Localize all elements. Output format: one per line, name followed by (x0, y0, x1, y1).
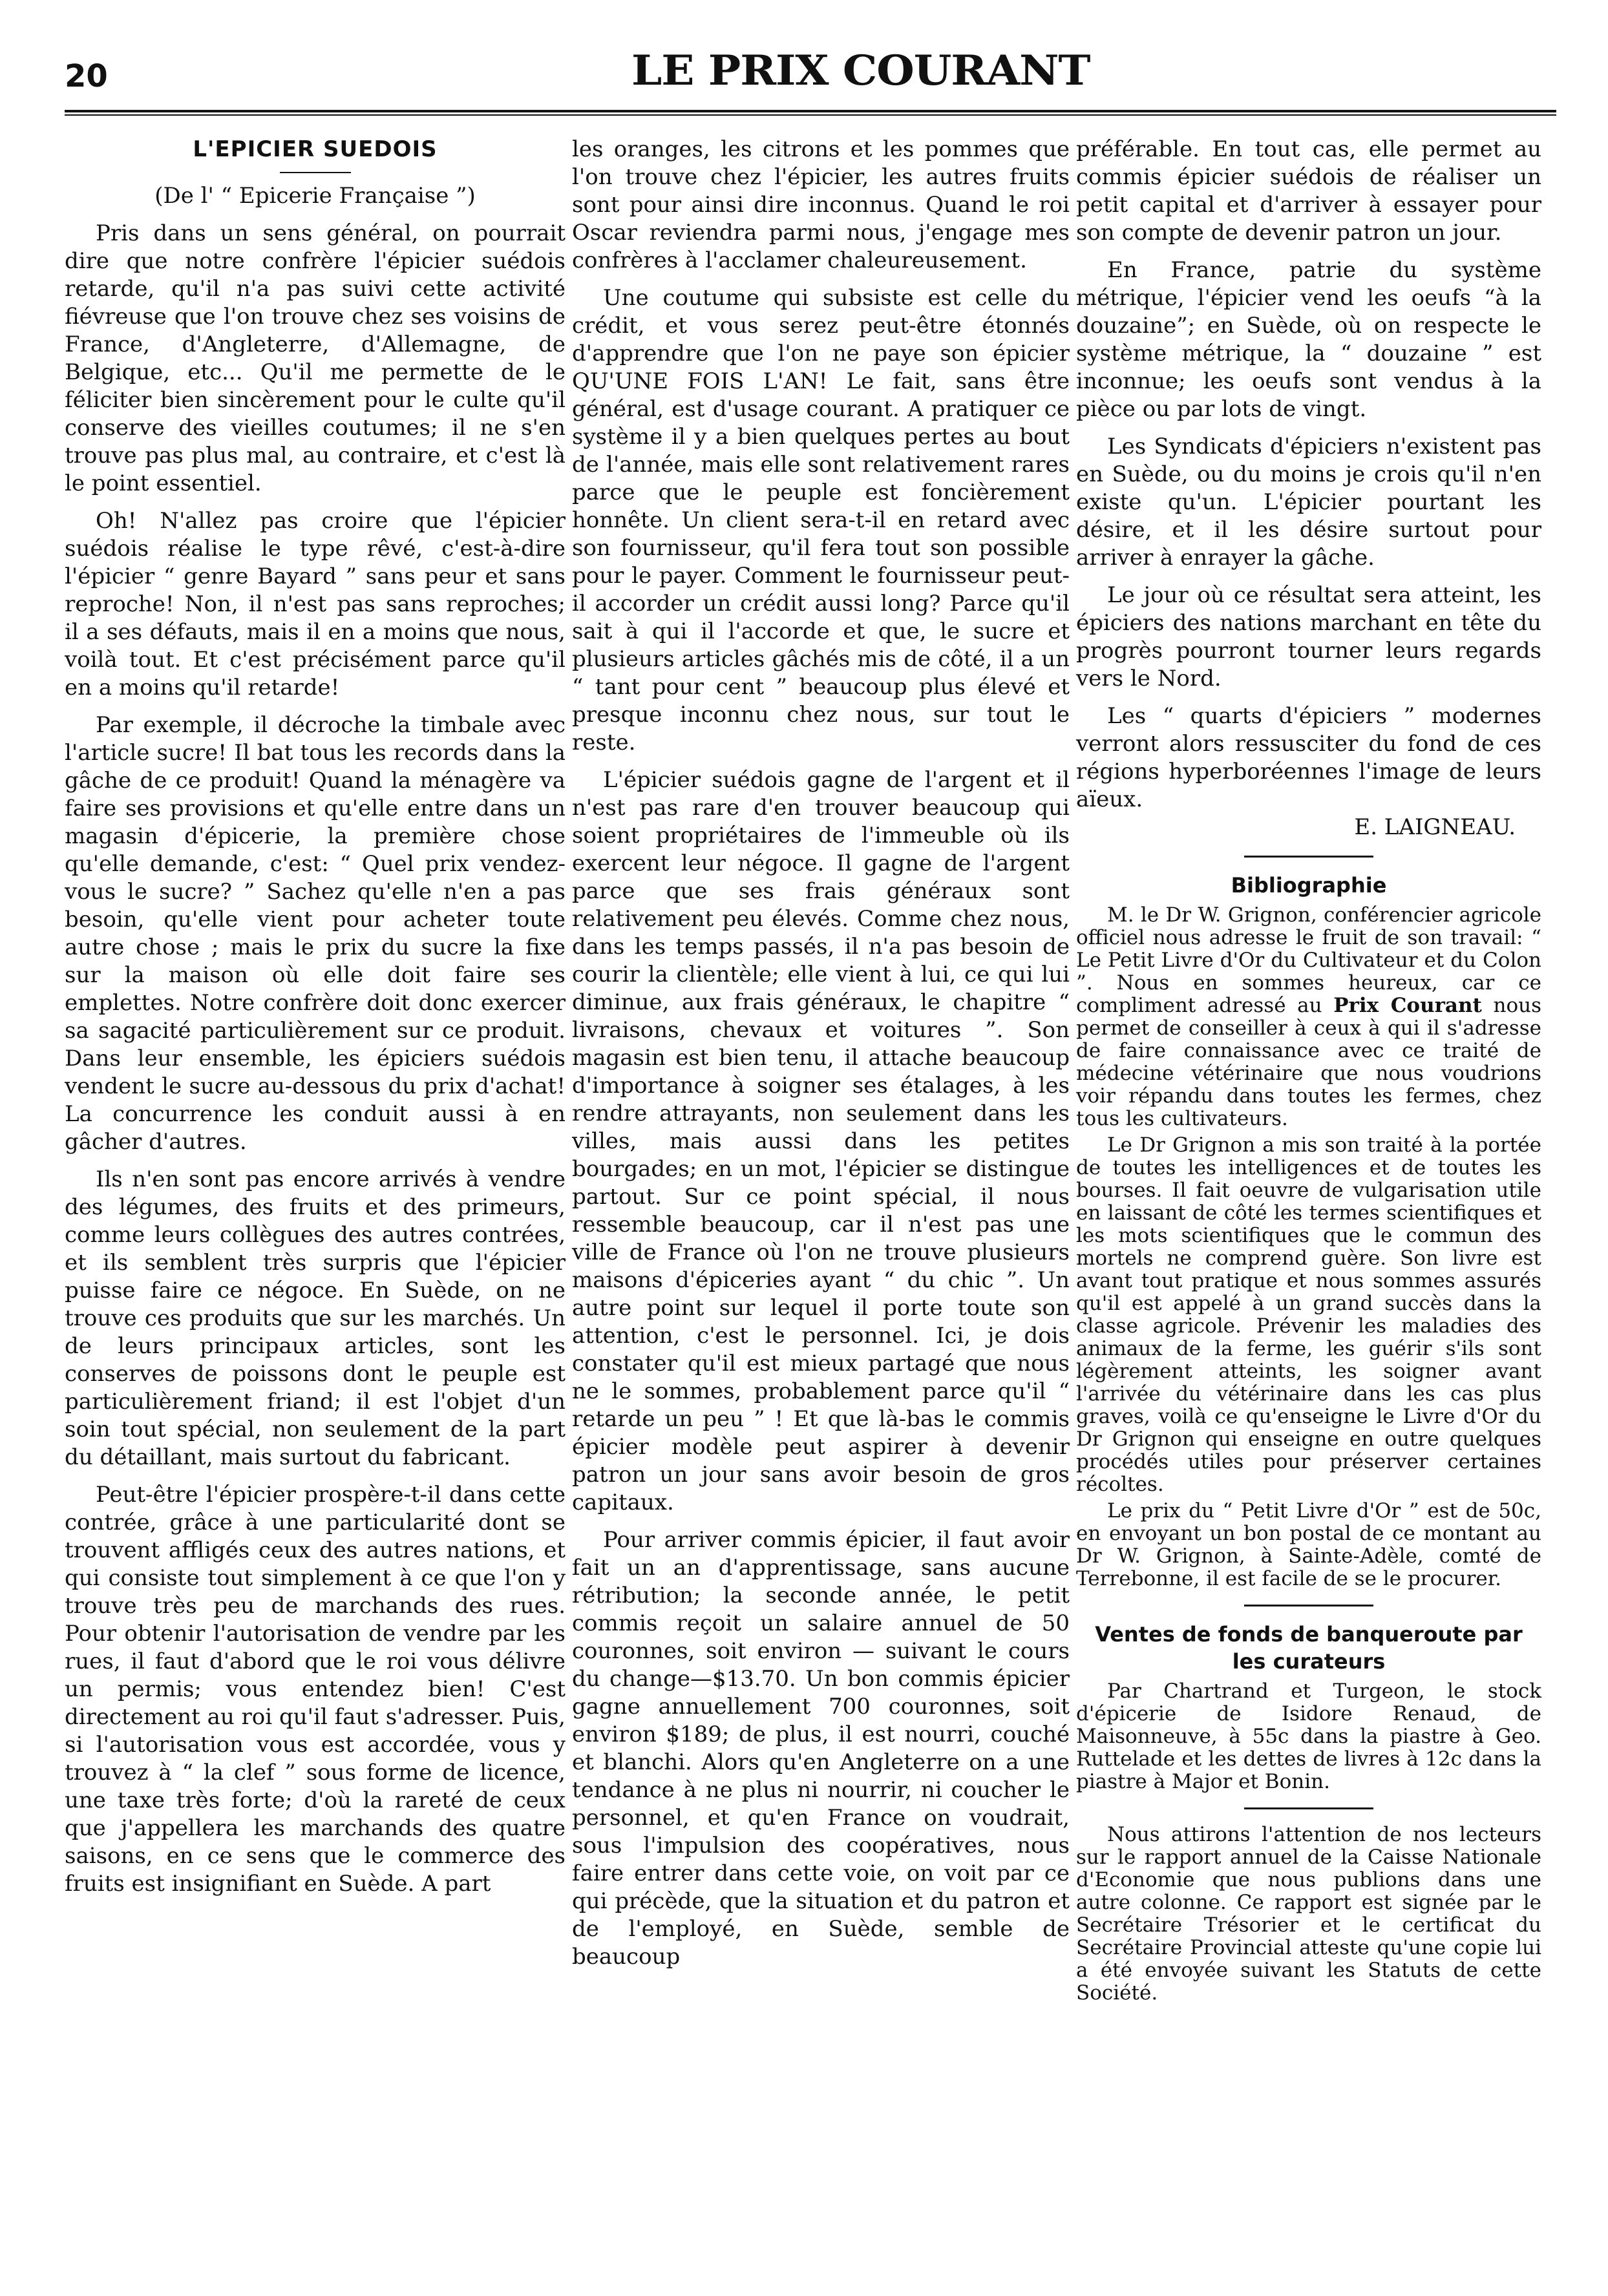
article-paragraph: En France, patrie du système métrique, l'épicier vend les oeufs “à la douzaine”; en Suède, où on respecte le système métrique, la “ douzaine ” est inconnue; les oeufs sont vendus à la pièce ou par lots de vingt. (1076, 257, 1541, 422)
article-paragraph: Une coutume qui subsiste est celle du crédit, et vous serez peut-être étonnés d'apprendre que l'on ne paye son épicier QU'UNE FOIS L'AN! Le fait, sans être général, est d'usage courant. A pratiquer ce système il y a bien quelques pertes au bout de l'année, mais elle sont relativement rares parce que le peuple est foncièrement honnête. Un client sera-t-il en retard avec son fournisseur, qu'il fera tout son possible pour le payer. Comment le fournisseur peut-il accorder un crédit aussi long? Parce qu'il sait à qui il l'accorde et que, le sucre et plusieurs articles gâchés mis de côté, il a un “ tant pour cent ” beaucoup plus élevé et presque inconnu chez nous, sur tout le reste. (572, 285, 1070, 755)
section-divider (1244, 1605, 1373, 1606)
notice-paragraph: Nous attirons l'attention de nos lecteurs sur le rapport annuel de la Caisse Nationale d'Economie que nous publions dans une autre colonne. Ce rapport est signée par le Secrétaire Trésorier et le certificat du Secrétaire Provincial atteste qu'une copie lui a été envoyée suivant les Statuts de cette Société. (1076, 1823, 1541, 2005)
column-3 (1076, 136, 1541, 2268)
ventes-body (1076, 1680, 1541, 1793)
article-paragraph: Pris dans un sens général, on pourrait dire que notre confrère l'épicier suédois retarde, qu'il n'a pas suivi cette activité fiévreuse que l'on trouve chez ses voisins de France, d'Angleterre, d'Allemagne, de Belgique, etc... Qu'il me permette de le féliciter bien sincèrement pour le culte qu'il conserve des vieilles coutumes; il ne s'en trouve pas plus mal, au contraire, et c'est là le point essentiel. (65, 220, 566, 496)
bibliography-bold-text: Prix Courant (1333, 994, 1482, 1017)
article-source: (De l' “ Epicerie Française ”) (154, 183, 476, 209)
bibliography-paragraph: Le Dr Grignon a mis son traité à la portée de toutes les intelligences et de toutes les bourses. Il fait oeuvre de vulgarisation utile en laissant de côté les termes scientifiques et les mots scientifiques que le commun des mortels ne comprend guère. Son livre est avant tout pratique et nous sommes assurés qu'il est appelé à un grand succès dans la classe agricole. Prévenir les maladies des animaux de la ferme, les guérir s'ils sont légèrement atteints, les soigner avant l'arrivée du vétérinaire dans les cas plus graves, voilà ce qu'enseigne le Livre d'Or du Dr Grignon qui enseigne en outre quelques procédés utiles pour préserver certaines récoltes. (1076, 1133, 1541, 1496)
bibliography-text: M. le Dr W. Grignon, conférencier agricole officiel nous adresse le fruit de son travail: “ Le Petit Livre d'Or du Cultivateur et du Colon ”. Nous en sommes heureux, car ce compliment adressé au (1076, 903, 1541, 1017)
bibliography-text: nous permet de conseiller à ceux à qui il s'adresse de faire connaissance avec ce traité de médecine vétérinaire que nous voudrions voir répandu dans toutes les fermes, chez tous les cultivateurs. (1076, 994, 1542, 1130)
article-signature: E. LAIGNEAU. (1354, 814, 1516, 840)
header-rule-thin (65, 114, 1556, 116)
article-paragraph: Le jour où ce résultat sera atteint, les épiciers des nations marchant en tête du progrès pourront tourner leurs regards vers le Nord. (1076, 582, 1541, 691)
article-title: L'EPICIER SUEDOIS (193, 136, 438, 162)
section-divider (1244, 856, 1373, 858)
header-rule (65, 110, 1556, 112)
notice-body (1076, 1824, 1541, 2005)
article-paragraph: Par exemple, il décroche la timbale avec l'article sucre! Il bat tous les records dans la gâche de ce produit! Quand la ménagère va faire ses provisions et qu'elle entre dans un magasin d'épicerie, la première chose qu'elle demande, c'est: “ Quel prix vendez-vous le sucre? ” Sachez qu'elle n'en a pas besoin, qu'elle vient pour acheter toute autre chose ; mais le prix du sucre la fixe sur la maison où elle doit faire ses emplettes. Notre confrère doit donc exercer sa sagacité particulièrement sur ce produit. Dans leur ensemble, les épiciers suédois vendent le sucre au-dessous du prix d'achat! La concurrence les conduit aussi à en gâcher d'autres. (65, 712, 566, 1155)
article-paragraph: préférable. En tout cas, elle permet au commis épicier suédois de réaliser un petit capital et d'arriver à essayer pour son compte de devenir patron un jour. (1076, 136, 1541, 246)
article-paragraph: Les “ quarts d'épiciers ” modernes verront alors ressusciter du fond de ces régions hyperboréennes l'image de leurs aïeux. (1076, 703, 1541, 812)
page-number: 20 (65, 58, 108, 94)
bibliography-body (1076, 904, 1541, 1590)
masthead-logo: LE PRIX COURANT (631, 47, 1090, 95)
article-paragraph: Pour arriver commis épicier, il faut avoir fait un an d'apprentissage, sans aucune rétribution; la seconde année, le petit commis reçoit un salaire annuel de 50 couronnes, soit environ — suivant le cours du change—$13.70. Un bon commis épicier gagne annuellement 700 couronnes, soit environ $189; de plus, il est nourri, couché et blanchi. Alors qu'en Angleterre on a une tendance à ne plus ni nourrir, ni coucher le personnel, et qu'en France on voudrait, sous l'impulsion des coopératives, nous faire entrer dans cette voie, on voit par ce qui précède, que la situation et du patron et de l'employé, en Suède, semble de beaucoup (572, 1527, 1070, 1970)
column-2 (572, 136, 1070, 2268)
section-divider (1244, 1807, 1373, 1809)
column-1 (65, 136, 566, 2268)
bibliography-paragraph: Le prix du “ Petit Livre d'Or ” est de 50c, en envoyant un bon postal de ce montant au Dr W. Grignon, à Sainte-Adèle, comté de Terrebonne, il est facile de se le procurer. (1076, 1499, 1541, 1590)
title-divider (280, 172, 351, 173)
article-paragraph: Ils n'en sont pas encore arrivés à vendre des légumes, des fruits et des primeurs, comme leurs collègues des autres contrées, et ils semblent très surpris que l'épicier puisse faire ce négoce. En Suède, on ne trouve ces produits que sur les marchés. Un de leurs principaux articles, sont les conserves de poissons dont le peuple est particulièrement friand; il est l'objet d'un soin tout spécial, non seulement de la part du détaillant, mais surtout du fabricant. (65, 1166, 566, 1470)
article-paragraph: les oranges, les citrons et les pommes que l'on trouve chez l'épicier, les autres fruits sont pour ainsi dire inconnus. Quand le roi Oscar reviendra parmi nous, j'engage mes confrères à l'acclamer chaleureusement. (572, 136, 1070, 273)
ventes-title: Ventes de fonds de banqueroute par les curateurs (1095, 1622, 1523, 1674)
bibliography-paragraph (1076, 904, 1541, 1130)
article-paragraph: Les Syndicats d'épiciers n'existent pas en Suède, ou du moins je crois qu'il n'en existe qu'un. L'épicier pourtant les désire, et il les désire surtout pour arriver à enrayer la gâche. (1076, 434, 1541, 571)
article-paragraph: Peut-être l'épicier prospère-t-il dans cette contrée, grâce à une particularité dont se trouvent affligés ceux des autres nations, et qui consiste tout simplement à ce que l'on y trouve très peu de marchands des rues. Pour obtenir l'autorisation de vendre par les rues, il faut d'abord que le roi vous délivre un permis; vous entendez bien! C'est directement au roi qu'il faut s'adresser. Puis, si l'autorisation vous est accordée, vous y trouvez à “ la clef ” sous forme de licence, une taxe très forte; d'où la rareté de ceux que j'appellera les marchands des quatre saisons, en ce sens que le commerce des fruits est insignifiant en Suède. A part (65, 1482, 566, 1897)
article-paragraph: L'épicier suédois gagne de l'argent et il n'est pas rare d'en trouver beaucoup qui soient propriétaires de l'immeuble où ils exercent leur négoce. Il gagne de l'argent parce que ses frais généraux sont relativement peu élevés. Comme chez nous, dans les temps passés, il n'a pas besoin de courir la clientèle; elle vient à lui, ce qui lui diminue, aux frais généraux, le chapitre “ livraisons, chevaux et voitures ”. Son magasin est bien tenu, il attache beaucoup d'importance à soigner ses étalages, à les rendre attrayants, non seulement dans les villes, mais aussi dans les petites bourgades; en un mot, l'épicier se distingue partout. Sur ce point spécial, il nous ressemble beaucoup, car il n'est pas une ville de France où l'on ne trouve plusieurs maisons d'épiceries ayant “ du chic ”. Un autre point sur lequel il porte toute son attention, c'est le personnel. Ici, je dois constater qu'il est mieux partagé que nous ne le sommes, probablement parce qu'il “ retarde un peu ” ! Et que là-bas le commis épicier modèle peut aspirer à devenir patron un jour sans avoir besoin de gros capitaux. (572, 767, 1070, 1515)
ventes-paragraph: Par Chartrand et Turgeon, le stock d'épicerie de Isidore Renaud, de Maisonneuve, à 55c dans la piastre à Geo. Ruttelade et les dettes de livres à 12c dans la piastre à Major et Bonin. (1076, 1680, 1541, 1793)
article-paragraph: Oh! N'allez pas croire que l'épicier suédois réalise le type rêvé, c'est-à-dire l'épicier “ genre Bayard ” sans peur et sans reproche! Non, il n'est pas sans reproches; il a ses défauts, mais il en a moins que nous, voilà tout. Et c'est précisément parce qu'il en a moins qu'il retarde! (65, 508, 566, 700)
bibliography-title: Bibliographie (1231, 873, 1387, 898)
